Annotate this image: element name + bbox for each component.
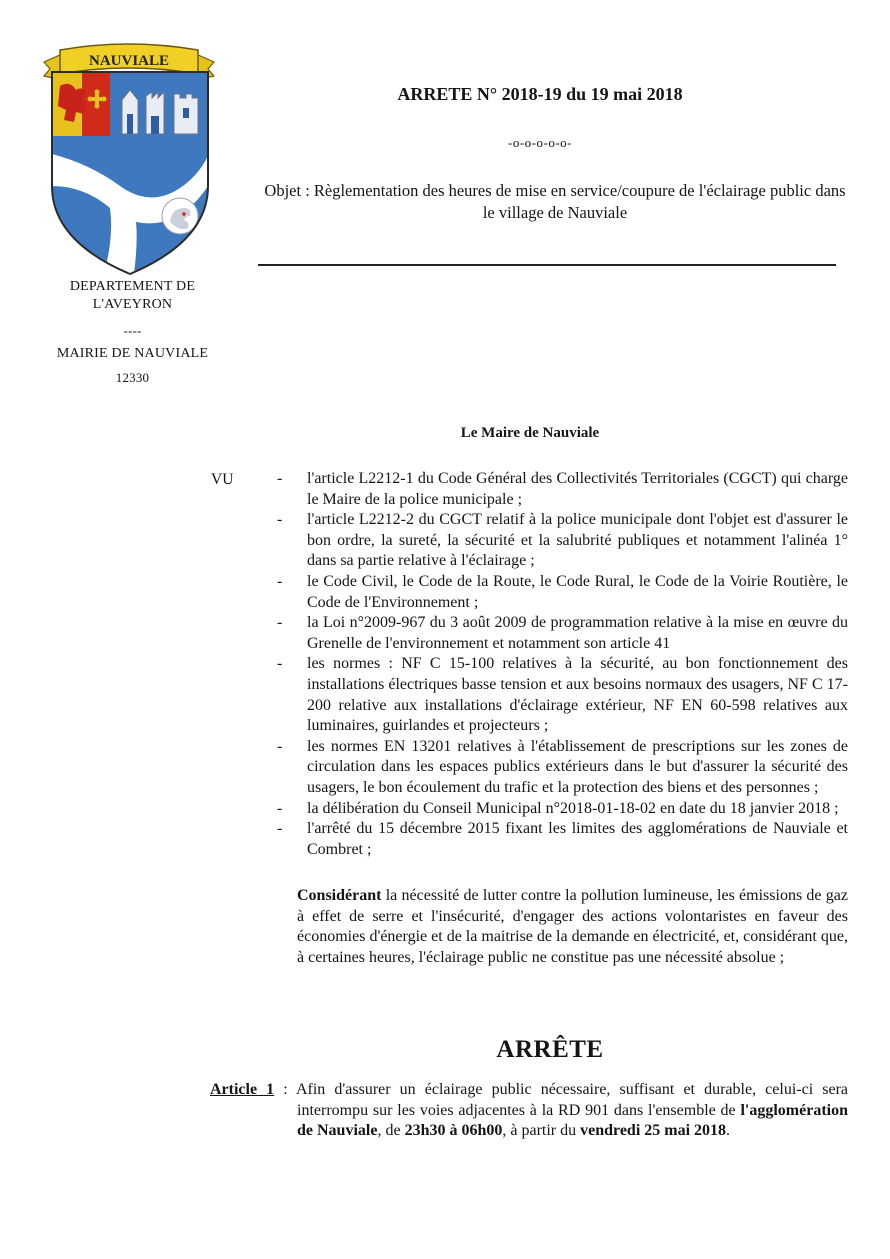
article-1-text-1: Afin d'assurer un éclairage public nécessaire, suffisant et durable, celui-ci sera interrompu sur les voies adjacentes à la RD 901 dans l'ensemble de xyxy=(295,1081,849,1119)
header-divider xyxy=(258,264,836,266)
considerant-text: la nécessité de lutter contre la pollution lumineuse, les émissions de gaz à effet de serre et l'insécurité, d'engager des actions volontaristes en faveur des économies d'énergie et de la maitrise de la demande en électricité, et, considérant que, à certaines heures, l'éclairage public ne constitue pas une nécessité absolue ; xyxy=(297,887,848,966)
document-subject: Objet : Règlementation des heures de mise en service/coupure de l'éclairage public dans le village de Nauviale xyxy=(264,181,846,222)
vu-item-text: la délibération du Conseil Municipal n°2018-01-18-02 en date du 18 janvier 2018 ; xyxy=(307,799,839,817)
title-ornament: -o-o-o-o-o- xyxy=(508,135,572,150)
arrete-heading: ARRÊTE xyxy=(496,1036,604,1063)
department-block xyxy=(45,278,220,314)
dash-marker: - xyxy=(277,572,283,590)
document-title: ARRETE N° 2018-19 du 19 mai 2018 xyxy=(397,84,683,104)
vu-item-text: la Loi n°2009-967 du 3 août 2009 de programmation relative à la mise en œuvre du Grenelle de l'environnement et notamment son article 41 xyxy=(307,614,848,652)
dash-marker: - xyxy=(277,820,283,838)
crest-banner-text: NAUVIALE xyxy=(88,53,170,69)
vu-item-text: l'article L2212-1 du Code Général des Collectivités Territoriales (CGCT) qui charge le Maire de la police municipale ; xyxy=(307,470,848,508)
article-1-sep: : xyxy=(274,1081,296,1098)
vu-item-text: l'article L2212-2 du CGCT relatif à la police municipale dont l'objet est d'assurer le bon ordre, la sureté, la sécurité et la salubrité publiques et notamment l'alinéa 1° dans sa partie relative à l'éclairage ; xyxy=(307,511,848,570)
vu-item xyxy=(270,737,848,799)
dash-marker: - xyxy=(277,737,283,755)
article-1-start-date: vendredi 25 mai 2018 xyxy=(580,1122,727,1140)
article-1-text-3: , à partir du xyxy=(502,1122,581,1140)
vu-item-text: le Code Civil, le Code de la Route, le Code Rural, le Code de la Voirie Routière, le Code de l'Environnement ; xyxy=(307,572,848,611)
nauviale-coat-of-arms xyxy=(40,36,218,280)
article-1-text-4: . xyxy=(726,1122,731,1140)
vu-item xyxy=(270,613,848,654)
dash-marker: - xyxy=(277,799,283,817)
vu-item-text: les normes : NF C 15-100 relatives à la sécurité, au bon fonctionnement des installations électriques basse tension et aux besoins normaux des usagers, NF C 17-200 relative aux installations d'éclairage extérieur, NF EN 60-598 relatives aux luminaires, guirlandes et projecteurs ; xyxy=(307,655,848,735)
department-line-1: DEPARTEMENT DE xyxy=(69,279,196,294)
vu-item xyxy=(270,510,848,572)
article-1-hours: 23h30 à 06h00 xyxy=(404,1122,503,1140)
dash-marker: - xyxy=(277,614,283,632)
postal-code: 12330 xyxy=(115,370,150,385)
article-1-text-2: , de xyxy=(377,1122,405,1140)
vu-item xyxy=(270,469,848,510)
dash-marker: - xyxy=(277,655,283,673)
article-1 xyxy=(210,1080,848,1142)
vu-item xyxy=(270,654,848,736)
mayor-heading: Le Maire de Nauviale xyxy=(460,425,600,441)
mairie-name: MAIRIE DE NAUVIALE xyxy=(56,346,209,361)
dash-marker: - xyxy=(277,511,283,529)
article-1-label: Article 1 xyxy=(210,1081,275,1098)
vu-item-text: les normes EN 13201 relatives à l'établissement de prescriptions sur les zones de circulation dans les espaces publics extérieurs dans le but d'assurer la sécurité des usagers, le bon écoulement du trafic et la protection des biens et des personnes ; xyxy=(307,737,848,796)
vu-item xyxy=(270,572,848,613)
considerant-lead: Considérant xyxy=(297,887,382,904)
vu-item-text: l'arrêté du 15 décembre 2015 fixant les limites des agglomérations de Nauviale et Combret ; xyxy=(307,820,848,858)
dash-marker: - xyxy=(277,470,283,487)
vu-item xyxy=(270,799,848,820)
vu-item xyxy=(270,819,848,860)
article-1-agglomeration: l'agglomération de Nauviale xyxy=(297,1101,848,1140)
vu-list xyxy=(270,469,848,860)
department-line-2: L'AVEYRON xyxy=(92,297,173,312)
considerant-paragraph xyxy=(297,886,848,968)
sidebar-separator: ---- xyxy=(123,323,142,338)
vu-label: VU xyxy=(211,471,234,488)
